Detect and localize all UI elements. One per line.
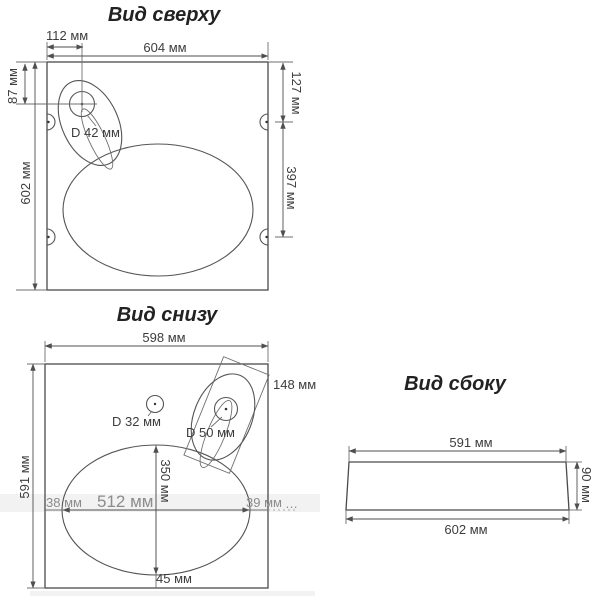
bottom-view-faucet-platform: [179, 364, 266, 469]
dim-label-602: 602 мм: [18, 161, 33, 205]
dim-label-90: 90 мм: [579, 467, 594, 503]
dim-label-591: 591 мм: [17, 455, 32, 499]
drain-hole-center-dot: [154, 403, 156, 405]
dim-label-591-side: 591 мм: [449, 435, 493, 450]
scan-artifact-smudge: [30, 591, 315, 596]
side-view-drawing: [346, 446, 582, 524]
artifact-dots: …: [285, 496, 298, 511]
dim-label-598: 598 мм: [142, 330, 186, 345]
dim-label-87: 87 мм: [5, 68, 20, 104]
top-view-drawing: [16, 42, 293, 290]
mount-hole-dot: [47, 121, 49, 123]
dim-label-602-side: 602 мм: [444, 522, 488, 537]
bottom-view-outline: [45, 364, 268, 588]
faucet-hole-label-bottom: D 50 мм: [186, 425, 235, 440]
bottom-view-title: Вид снизу: [116, 304, 218, 326]
top-view-title: Вид сверху: [107, 4, 221, 26]
dim-label-397: 397 мм: [284, 166, 299, 210]
faucet-hole-label-top: D 42 мм: [71, 125, 120, 140]
side-view-outline: [346, 462, 569, 510]
dim-label-350: 350 мм: [158, 459, 173, 503]
side-view-title: Вид сбоку: [404, 373, 506, 395]
drain-hole-label: D 32 мм: [112, 414, 161, 429]
dim-label-45: 45 мм: [156, 571, 192, 586]
dim-label-604: 604 мм: [143, 40, 187, 55]
mount-hole-dot: [47, 236, 49, 238]
faucet-hole-center-dot: [225, 408, 228, 411]
dim-label-148: 148 мм: [273, 377, 317, 392]
top-view-faucet-platform: [46, 70, 135, 175]
top-view-outline: [47, 62, 268, 290]
mount-hole-dot: [265, 236, 267, 238]
dim-label-39: 39 мм: [246, 495, 282, 510]
dim-label-127: 127 мм: [289, 71, 304, 115]
dim-label-38: 38 мм: [46, 495, 82, 510]
dim-label-112: 112 мм: [46, 28, 89, 43]
dim-label-512: 512 мм: [97, 492, 154, 511]
mount-hole-dot: [265, 121, 267, 123]
